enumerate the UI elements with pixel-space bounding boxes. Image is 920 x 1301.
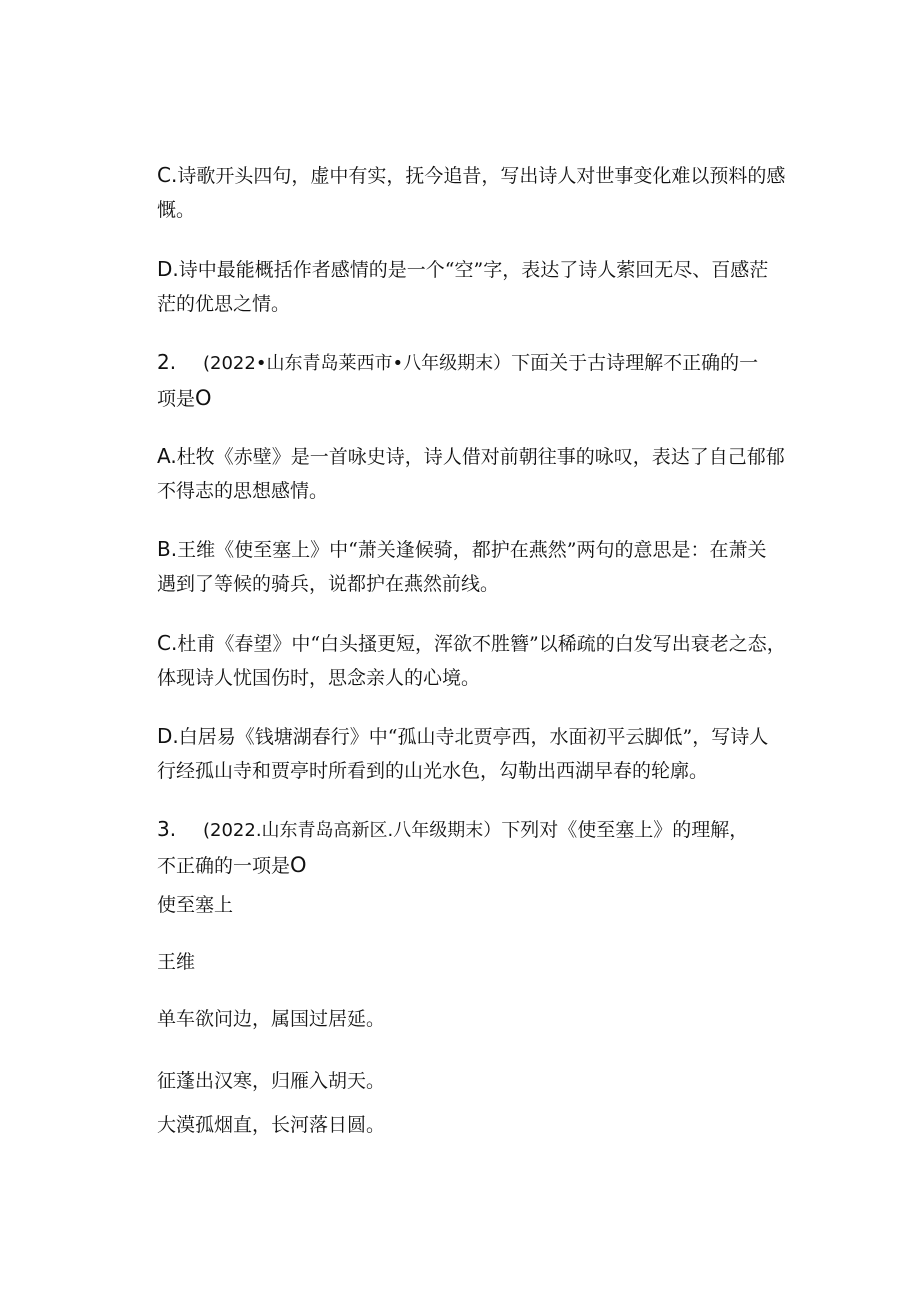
option-text: 杜甫《春望》中“白头搔更短，浑欲不胜簪”以稀疏的白发写出衰老之态， xyxy=(177,633,786,655)
question-stem: 下面关于古诗理解不正确的一 xyxy=(511,352,759,374)
option-label: A. xyxy=(157,444,177,468)
option-c-prev xyxy=(157,158,786,227)
question-3-line2 xyxy=(157,848,777,883)
option-text: 诗歌开头四句，虚中有实，抚今追昔，写出诗人对世事变化难以预料的感 xyxy=(177,165,786,187)
poem-line: 单车欲问边，属国过居延。 xyxy=(157,1008,386,1030)
question-source: (2022•山东青岛莱西市•八年级期末） xyxy=(203,353,512,374)
option-label: D. xyxy=(157,724,179,748)
option-d-prev xyxy=(157,252,777,321)
question-number: 3. xyxy=(157,817,177,841)
option-c-prev-line1 xyxy=(157,158,786,193)
option-line xyxy=(157,439,785,474)
question-2-option-d xyxy=(157,719,777,788)
question-2 xyxy=(157,345,777,416)
option-label: C. xyxy=(157,163,178,187)
option-label: D. xyxy=(157,257,179,281)
question-stem-cont: 项是 xyxy=(157,388,196,410)
option-line: 体现诗人忧国伤时，思念亲人的心境。 xyxy=(157,667,481,689)
question-2-line1 xyxy=(157,345,777,381)
question-stem-cont: 不正确的一项是 xyxy=(157,855,291,877)
question-2-line2 xyxy=(157,381,777,416)
option-line: 遇到了等候的骑兵，说都护在燕然前线。 xyxy=(157,573,500,595)
question-2-option-c xyxy=(157,626,786,695)
question-number: 2. xyxy=(157,350,177,374)
option-text: 白居易《钱塘湖春行》中“孤山寺北贾亭西，水面初平云脚低”，写诗人 xyxy=(178,726,769,748)
option-text: 杜牧《赤壁》是一首咏史诗，诗人借对前朝往事的咏叹，表达了自己郁郁 xyxy=(176,446,785,468)
option-line xyxy=(157,532,777,567)
option-line xyxy=(157,719,777,754)
option-c-prev-line2: 慨。 xyxy=(157,199,196,221)
answer-blank: O xyxy=(290,853,307,877)
option-line xyxy=(157,626,786,661)
question-3 xyxy=(157,812,777,883)
answer-blank: O xyxy=(195,386,212,410)
option-text: 诗中最能概括作者感情的是一个“空”字，表达了诗人萦回无尽、百感茫 xyxy=(178,259,769,281)
option-line: 行经孤山寺和贾亭时所看到的山光水色，勾勒出西湖早春的轮廓。 xyxy=(157,760,709,782)
poem-line: 大漠孤烟直，长河落日圆。 xyxy=(157,1114,386,1136)
option-label: C. xyxy=(157,631,178,655)
question-stem: 下列对《使至塞上》的理解， xyxy=(501,819,749,841)
option-d-prev-line2: 茫的优思之情。 xyxy=(157,293,291,315)
question-2-option-a xyxy=(157,439,785,508)
question-source: (2022.山东青岛高新区.八年级期末） xyxy=(203,820,502,841)
poem-title: 使至塞上 xyxy=(157,894,234,916)
option-line: 不得志的思想感情。 xyxy=(157,480,329,502)
option-d-prev-line1 xyxy=(157,252,777,287)
poem-author: 王维 xyxy=(157,951,196,973)
poem-line: 征蓬出汉寒，归雁入胡天。 xyxy=(157,1070,386,1092)
option-text: 王维《使至塞上》中“萧关逢候骑，都护在燕然”两句的意思是：在萧关 xyxy=(177,539,767,561)
question-3-line1 xyxy=(157,812,777,848)
question-2-option-b xyxy=(157,532,777,601)
option-label: B. xyxy=(157,537,178,561)
